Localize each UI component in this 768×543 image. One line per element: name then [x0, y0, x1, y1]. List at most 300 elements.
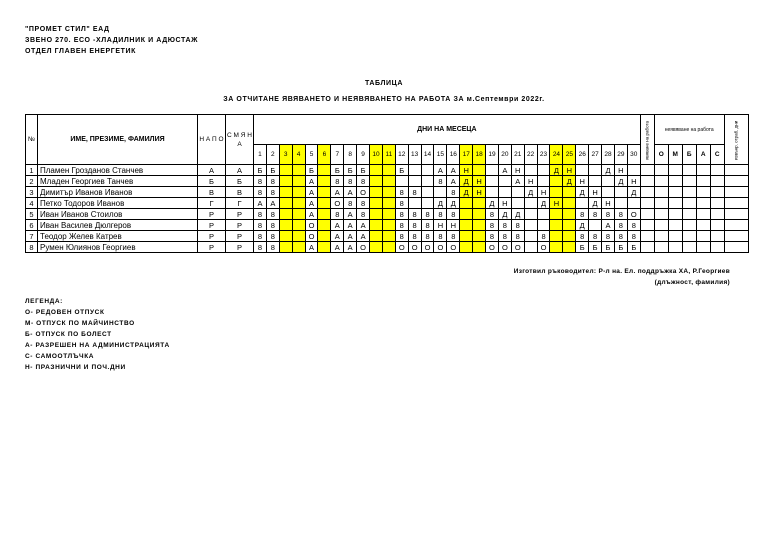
day-cell: [550, 220, 563, 231]
day-cell: [614, 198, 627, 209]
day-cell: Н: [473, 187, 486, 198]
employee-name: Петко Тодоров Иванов: [38, 198, 198, 209]
day-cell: 8: [434, 231, 447, 242]
shift-cell: В: [226, 187, 254, 198]
col-npo-header: Н А П О: [198, 115, 226, 165]
col-name-header: ИМЕ, ПРЕЗИМЕ, ФАМИЛИЯ: [38, 115, 198, 165]
summary-cell: [682, 198, 696, 209]
summary-cell: [710, 209, 724, 220]
day-header: 7: [331, 145, 344, 165]
summary-cell: [640, 242, 654, 253]
day-cell: Д: [602, 165, 615, 176]
day-cell: 8: [421, 209, 434, 220]
day-cell: [602, 187, 615, 198]
day-cell: [524, 220, 537, 231]
employee-name: Младен Георгиев Танчев: [38, 176, 198, 187]
day-cell: А: [305, 242, 318, 253]
day-cell: 8: [537, 231, 550, 242]
day-cell: [318, 220, 331, 231]
day-cell: 8: [447, 187, 460, 198]
day-cell: 8: [408, 231, 421, 242]
day-cell: [602, 176, 615, 187]
summary-cell: [654, 198, 668, 209]
day-cell: [550, 209, 563, 220]
legend-item: А- РАЗРЕШЕН НА АДМИНИСТРАЦИЯТА: [25, 342, 170, 349]
day-cell: [473, 209, 486, 220]
day-cell: Н: [537, 187, 550, 198]
company-name: "ПРОМЕТ СТИЛ" ЕАД: [25, 26, 110, 33]
day-cell: [524, 231, 537, 242]
day-cell: А: [498, 165, 511, 176]
day-cell: [292, 209, 305, 220]
day-cell: 8: [357, 176, 370, 187]
summary-cell: [640, 209, 654, 220]
prepared-by: [514, 266, 730, 288]
day-cell: [318, 176, 331, 187]
table-row: [26, 242, 749, 253]
day-cell: Н: [473, 176, 486, 187]
day-cell: [460, 209, 473, 220]
summary-cell: [640, 165, 654, 176]
day-cell: [318, 198, 331, 209]
day-cell: Д: [589, 198, 602, 209]
day-header: 19: [486, 145, 499, 165]
day-cell: Д: [486, 198, 499, 209]
day-header: 13: [408, 145, 421, 165]
absence-code-header: А: [696, 145, 710, 165]
day-cell: Н: [589, 187, 602, 198]
day-cell: Н: [434, 220, 447, 231]
col-days-header: ДНИ НА МЕСЕЦА: [254, 115, 641, 145]
day-cell: О: [447, 242, 460, 253]
day-cell: [524, 165, 537, 176]
npo-cell: А: [198, 165, 226, 176]
day-cell: [318, 187, 331, 198]
day-cell: А: [357, 220, 370, 231]
day-cell: 8: [434, 209, 447, 220]
day-cell: [537, 220, 550, 231]
summary-cell: [696, 187, 710, 198]
absence-code-header: С: [710, 145, 724, 165]
table-row: [26, 176, 749, 187]
day-cell: 8: [614, 231, 627, 242]
day-cell: [279, 231, 292, 242]
day-cell: [563, 242, 576, 253]
day-cell: [563, 198, 576, 209]
npo-cell: В: [198, 187, 226, 198]
day-cell: О: [511, 242, 524, 253]
col-absence-header: неявяване на работа: [654, 115, 724, 145]
day-cell: [370, 165, 383, 176]
col-no-header: №: [26, 115, 38, 165]
day-cell: А: [254, 198, 267, 209]
department-name: ОТДЕЛ ГЛАВЕН ЕНЕРГЕТИК: [25, 48, 137, 55]
day-cell: [370, 198, 383, 209]
day-cell: Д: [460, 187, 473, 198]
day-cell: О: [357, 242, 370, 253]
day-cell: О: [434, 242, 447, 253]
summary-cell: [724, 165, 748, 176]
day-cell: О: [395, 242, 408, 253]
day-cell: 8: [254, 176, 267, 187]
day-cell: А: [602, 220, 615, 231]
day-cell: А: [447, 165, 460, 176]
day-cell: [421, 165, 434, 176]
day-cell: [382, 176, 395, 187]
day-cell: Н: [627, 176, 640, 187]
day-cell: А: [266, 198, 279, 209]
day-cell: 8: [434, 176, 447, 187]
summary-cell: [654, 187, 668, 198]
day-cell: 8: [331, 209, 344, 220]
day-cell: [382, 231, 395, 242]
summary-cell: [682, 231, 696, 242]
day-cell: 8: [266, 231, 279, 242]
row-number: 5: [26, 209, 38, 220]
day-cell: О: [421, 242, 434, 253]
day-header: 23: [537, 145, 550, 165]
day-header: 24: [550, 145, 563, 165]
day-header: 15: [434, 145, 447, 165]
day-cell: [627, 198, 640, 209]
day-cell: 8: [602, 209, 615, 220]
day-cell: 8: [408, 209, 421, 220]
day-cell: [292, 187, 305, 198]
day-cell: Б: [266, 165, 279, 176]
day-cell: Д: [576, 187, 589, 198]
day-cell: [421, 176, 434, 187]
summary-cell: [668, 231, 682, 242]
day-cell: 8: [498, 220, 511, 231]
day-cell: [318, 242, 331, 253]
day-cell: 8: [486, 220, 499, 231]
legend: [25, 296, 170, 373]
table-row: [26, 231, 749, 242]
employee-name: Иван Иванов Стоилов: [38, 209, 198, 220]
day-cell: [563, 187, 576, 198]
day-cell: [382, 220, 395, 231]
day-cell: 8: [395, 187, 408, 198]
npo-cell: Р: [198, 220, 226, 231]
day-cell: [292, 198, 305, 209]
day-header: 18: [473, 145, 486, 165]
day-header: 16: [447, 145, 460, 165]
day-header: 21: [511, 145, 524, 165]
day-cell: Н: [447, 220, 460, 231]
day-cell: А: [305, 176, 318, 187]
day-cell: Н: [576, 176, 589, 187]
summary-cell: [640, 176, 654, 187]
day-header: 2: [266, 145, 279, 165]
day-cell: А: [331, 220, 344, 231]
day-cell: Д: [511, 209, 524, 220]
day-cell: [382, 242, 395, 253]
day-cell: [589, 176, 602, 187]
legend-item: М- ОТПУСК ПО МАЙЧИНСТВО: [25, 320, 135, 327]
summary-cell: [710, 176, 724, 187]
day-cell: [279, 165, 292, 176]
day-cell: 8: [395, 198, 408, 209]
day-cell: 8: [614, 220, 627, 231]
day-header: 1: [254, 145, 267, 165]
day-cell: [279, 187, 292, 198]
day-cell: [486, 165, 499, 176]
day-cell: [279, 242, 292, 253]
legend-item: С- САМООТЛЪЧКА: [25, 353, 95, 360]
day-cell: А: [305, 198, 318, 209]
row-number: 8: [26, 242, 38, 253]
day-cell: 8: [395, 231, 408, 242]
day-cell: [434, 187, 447, 198]
summary-cell: [696, 220, 710, 231]
day-cell: Д: [537, 198, 550, 209]
summary-cell: [710, 165, 724, 176]
row-number: 1: [26, 165, 38, 176]
day-cell: [370, 176, 383, 187]
summary-cell: [696, 176, 710, 187]
day-cell: Д: [550, 165, 563, 176]
shift-cell: А: [226, 165, 254, 176]
summary-cell: [668, 198, 682, 209]
day-cell: Н: [563, 165, 576, 176]
summary-cell: [682, 187, 696, 198]
day-cell: Н: [460, 165, 473, 176]
day-cell: 8: [627, 231, 640, 242]
day-header: 27: [589, 145, 602, 165]
day-cell: [563, 220, 576, 231]
employee-name: Иван Василев Дюлгеров: [38, 220, 198, 231]
day-cell: О: [357, 187, 370, 198]
day-cell: Д: [614, 176, 627, 187]
summary-cell: [682, 165, 696, 176]
shift-cell: Р: [226, 209, 254, 220]
summary-cell: [654, 209, 668, 220]
day-cell: 8: [447, 231, 460, 242]
day-cell: 8: [254, 231, 267, 242]
day-cell: [460, 231, 473, 242]
summary-cell: [724, 231, 748, 242]
day-cell: Н: [614, 165, 627, 176]
day-cell: А: [331, 242, 344, 253]
summary-cell: [640, 198, 654, 209]
shift-cell: Р: [226, 220, 254, 231]
day-cell: Б: [627, 242, 640, 253]
table-row: [26, 220, 749, 231]
day-cell: А: [331, 231, 344, 242]
day-cell: [563, 231, 576, 242]
summary-cell: [724, 176, 748, 187]
summary-cell: [682, 209, 696, 220]
day-cell: А: [447, 176, 460, 187]
day-cell: А: [344, 209, 357, 220]
day-cell: Д: [498, 209, 511, 220]
day-cell: [550, 187, 563, 198]
summary-cell: [710, 198, 724, 209]
day-cell: Б: [602, 242, 615, 253]
day-cell: [395, 176, 408, 187]
legend-item: О- РЕДОВЕН ОТПУСК: [25, 309, 105, 316]
day-cell: 8: [421, 220, 434, 231]
day-cell: 8: [498, 231, 511, 242]
summary-cell: [654, 165, 668, 176]
row-number: 2: [26, 176, 38, 187]
day-cell: 8: [254, 209, 267, 220]
day-cell: 8: [266, 220, 279, 231]
table-row: [26, 165, 749, 176]
day-cell: [370, 242, 383, 253]
shift-cell: Р: [226, 231, 254, 242]
day-cell: [382, 209, 395, 220]
doc-subtitle: ЗА ОТЧИТАНЕ ЯВЯВАНЕТО И НЕЯВЯВАНЕТО НА РАБОТА ЗА м.Септември 2022г.: [223, 96, 545, 103]
day-cell: Б: [331, 165, 344, 176]
day-cell: [550, 231, 563, 242]
day-cell: [318, 231, 331, 242]
day-cell: 8: [511, 231, 524, 242]
day-header: 17: [460, 145, 473, 165]
day-cell: 8: [589, 209, 602, 220]
day-cell: [524, 209, 537, 220]
table-row: [26, 209, 749, 220]
day-cell: 8: [589, 231, 602, 242]
day-cell: [537, 165, 550, 176]
summary-cell: [668, 187, 682, 198]
day-cell: А: [357, 231, 370, 242]
day-cell: Д: [627, 187, 640, 198]
day-cell: 8: [254, 242, 267, 253]
summary-cell: [724, 187, 748, 198]
day-cell: А: [305, 209, 318, 220]
day-header: 3: [279, 145, 292, 165]
day-cell: 8: [627, 220, 640, 231]
day-cell: [460, 242, 473, 253]
day-cell: [589, 220, 602, 231]
day-cell: [292, 242, 305, 253]
summary-cell: [696, 231, 710, 242]
summary-cell: [654, 176, 668, 187]
col-shift-header: С М Я Н А: [226, 115, 254, 165]
day-cell: [382, 187, 395, 198]
day-cell: [292, 231, 305, 242]
day-cell: [279, 220, 292, 231]
day-cell: О: [498, 242, 511, 253]
summary-cell: [724, 242, 748, 253]
day-header: 28: [602, 145, 615, 165]
day-cell: Д: [460, 176, 473, 187]
day-cell: [486, 187, 499, 198]
day-cell: [370, 187, 383, 198]
summary-cell: [682, 176, 696, 187]
day-cell: А: [344, 220, 357, 231]
employee-name: Теодор Желев Катрев: [38, 231, 198, 242]
day-cell: [408, 198, 421, 209]
summary-cell: [654, 231, 668, 242]
day-header: 8: [344, 145, 357, 165]
day-cell: [460, 198, 473, 209]
day-cell: [537, 176, 550, 187]
day-cell: Б: [589, 242, 602, 253]
npo-cell: Р: [198, 231, 226, 242]
summary-cell: [710, 220, 724, 231]
summary-cell: [710, 187, 724, 198]
day-cell: 8: [408, 220, 421, 231]
day-cell: [370, 220, 383, 231]
npo-cell: Р: [198, 242, 226, 253]
day-cell: [524, 242, 537, 253]
day-cell: 8: [576, 209, 589, 220]
day-header: 20: [498, 145, 511, 165]
summary-cell: [640, 231, 654, 242]
legend-title: ЛЕГЕНДА:: [25, 298, 63, 305]
unit-name: ЗВЕНО 270. ЕСО -ХЛАДИЛНИК И АДЮСТАЖ: [25, 37, 199, 44]
day-cell: А: [511, 176, 524, 187]
summary-cell: [640, 187, 654, 198]
day-cell: Б: [576, 242, 589, 253]
legend-item: Б- ОТПУСК ПО БОЛЕСТ: [25, 331, 112, 338]
summary-cell: [724, 220, 748, 231]
day-cell: Б: [395, 165, 408, 176]
day-cell: 8: [421, 231, 434, 242]
attendance-table: [25, 114, 749, 253]
col-extra-header: извънр. отраб. дни: [724, 115, 748, 165]
day-cell: [563, 209, 576, 220]
day-header: 30: [627, 145, 640, 165]
summary-cell: [668, 165, 682, 176]
day-cell: А: [344, 231, 357, 242]
day-cell: [292, 176, 305, 187]
day-cell: 8: [395, 209, 408, 220]
day-cell: 8: [602, 231, 615, 242]
day-cell: [408, 176, 421, 187]
day-cell: [486, 176, 499, 187]
summary-cell: [668, 242, 682, 253]
day-cell: 8: [266, 242, 279, 253]
day-cell: [408, 165, 421, 176]
day-cell: 8: [344, 176, 357, 187]
day-cell: 8: [447, 209, 460, 220]
day-cell: 8: [331, 176, 344, 187]
day-cell: Н: [511, 165, 524, 176]
day-cell: [473, 242, 486, 253]
day-cell: [614, 187, 627, 198]
day-cell: Н: [602, 198, 615, 209]
summary-cell: [668, 209, 682, 220]
day-cell: [382, 165, 395, 176]
day-cell: 8: [266, 176, 279, 187]
summary-cell: [654, 242, 668, 253]
day-cell: Д: [524, 187, 537, 198]
row-number: 7: [26, 231, 38, 242]
day-cell: О: [408, 242, 421, 253]
shift-cell: Б: [226, 176, 254, 187]
day-cell: 8: [408, 187, 421, 198]
day-cell: Б: [614, 242, 627, 253]
day-cell: [279, 176, 292, 187]
day-cell: [279, 209, 292, 220]
day-cell: О: [305, 220, 318, 231]
summary-cell: [724, 198, 748, 209]
day-header: 25: [563, 145, 576, 165]
day-cell: 8: [344, 198, 357, 209]
day-cell: [550, 242, 563, 253]
day-header: 14: [421, 145, 434, 165]
day-cell: Н: [550, 198, 563, 209]
npo-cell: Б: [198, 176, 226, 187]
day-header: 22: [524, 145, 537, 165]
summary-cell: [724, 209, 748, 220]
day-cell: А: [344, 242, 357, 253]
summary-cell: [710, 242, 724, 253]
table-row: [26, 198, 749, 209]
